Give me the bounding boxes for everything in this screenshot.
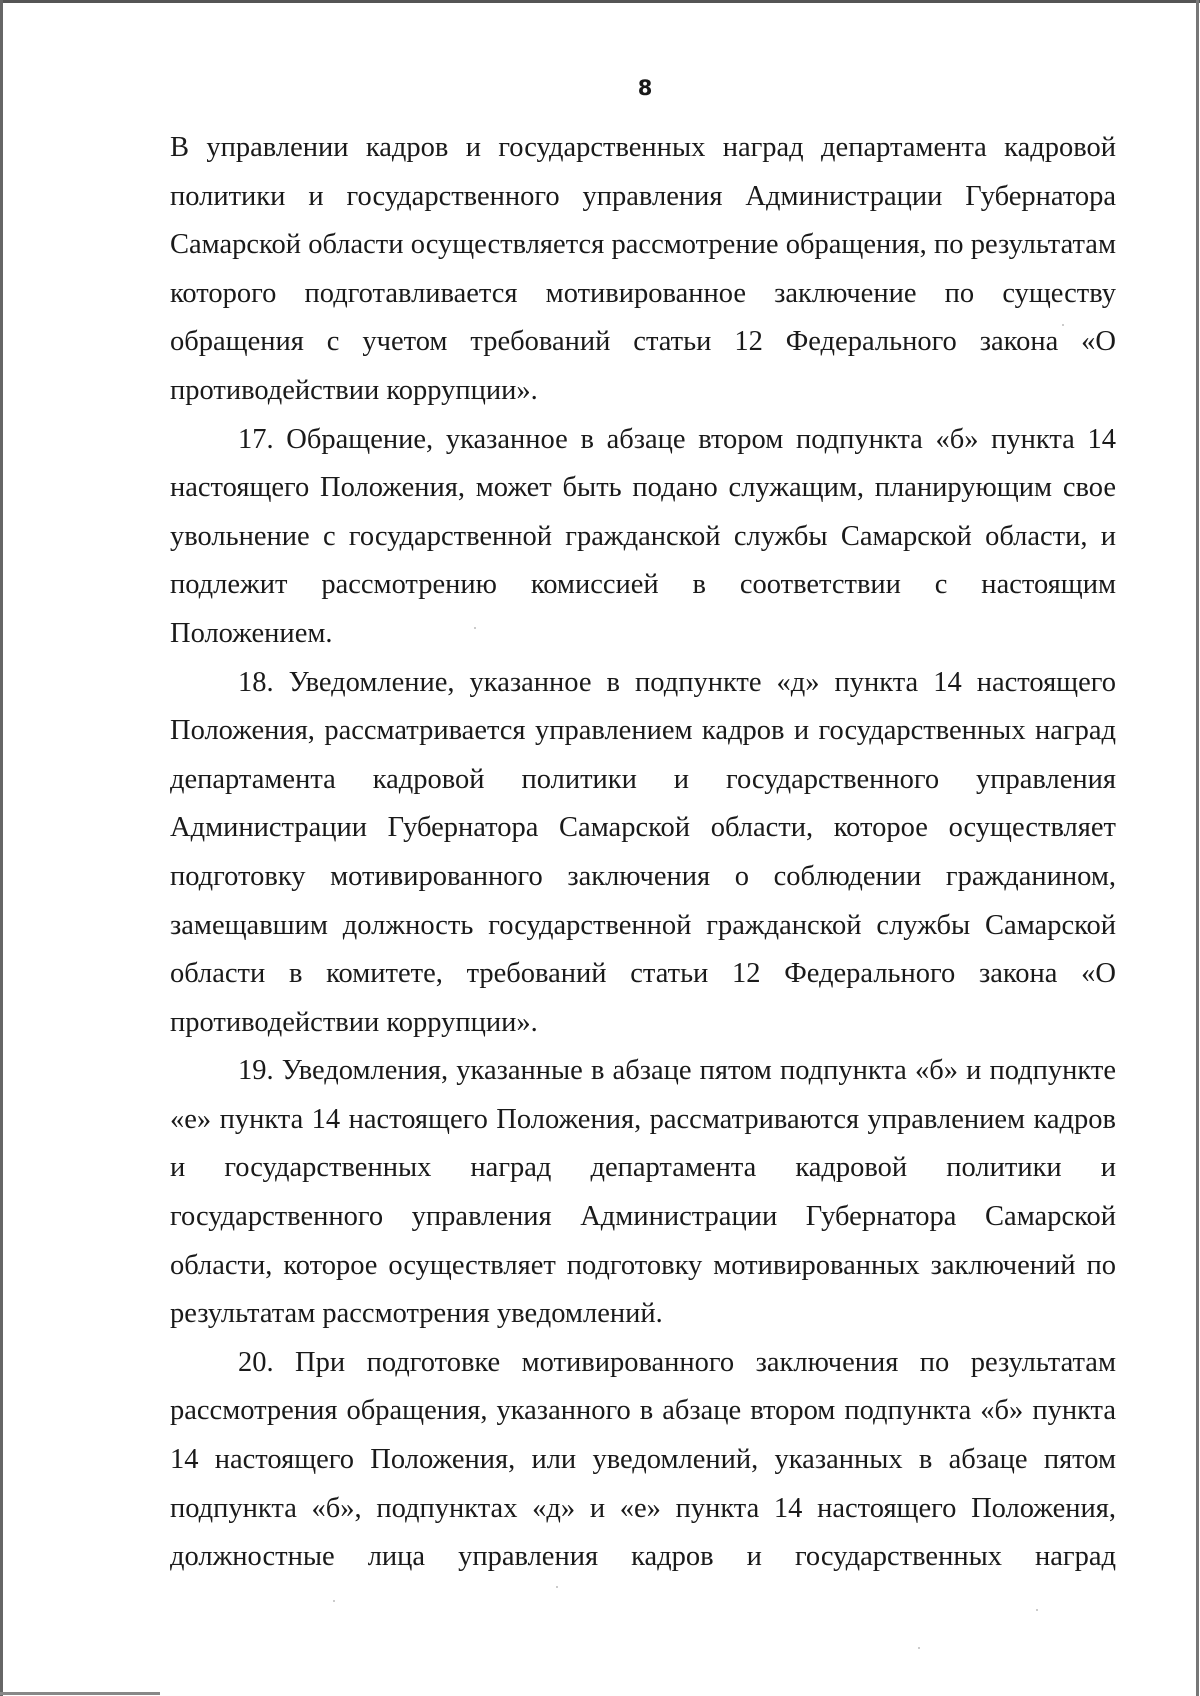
paragraph-17: 17. Обращение, указанное в абзаце втором подпункта «б» пункта 14 настоящего Положения, может быть подано служащим, планирующим свое увольнение с государственной гражданской службы Самарской области, и подлежит рассмотрению комиссией в соответствии с настоящим Положением. (170, 423, 1116, 649)
scan-edge-top (0, 0, 1200, 3)
scan-speck (333, 1600, 335, 1602)
scan-edge-right (1196, 0, 1199, 1696)
scan-edge-left (0, 0, 3, 1696)
scan-speck (1036, 1609, 1038, 1611)
scan-speck (556, 1586, 558, 1588)
scan-speck (1062, 324, 1064, 326)
paragraph-19: 19. Уведомления, указанные в абзаце пятом подпункта «б» и подпункте «е» пункта 14 настоящего Положения, рассматриваются управлением кадров и государственных наград департамента кадровой политики и государственного управления Администрации Губернатора Самарской области, которое осуществляет подготовку мотивированных заключений по результатам рассмотрения уведомлений. (170, 1055, 1116, 1330)
scan-speck (918, 1647, 920, 1649)
paragraph-20: 20. При подготовке мотивированного заключения по результатам рассмотрения обращения, указанного в абзаце втором подпункта «б» пункта 14 настоящего Положения, или уведомлений, указанных в абзаце пятом подпункта «б», подпунктах «д» и «е» пункта 14 настоящего Положения, должностные лица управления кадров и государственных наград (170, 1346, 1116, 1573)
document-body (170, 124, 1116, 1582)
scan-edge-bottom (0, 1692, 160, 1695)
scan-speck (474, 627, 476, 629)
page-number: 8 (637, 76, 653, 100)
paragraph-18: 18. Уведомление, указанное в подпункте «д» пункта 14 настоящего Положения, рассматривается управлением кадров и государственных наград департамента кадровой политики и государственного управления Администрации Губернатора Самарской области, которое осуществляет подготовку мотивированного заключения о соблюдении гражданином, замещавшим должность государственной гражданской службы Самарской области в комитете, требований статьи 12 Федерального закона «О противодействии коррупции». (170, 666, 1116, 1038)
paragraph-continuation: В управлении кадров и государственных наград департамента кадровой политики и государственного управления Администрации Губернатора Самарской области осуществляется рассмотрение обращения, по результатам которого подготавливается мотивированное заключение по существу обращения с учетом требований статьи 12 Федерального закона «О противодействии коррупции». (170, 132, 1116, 406)
